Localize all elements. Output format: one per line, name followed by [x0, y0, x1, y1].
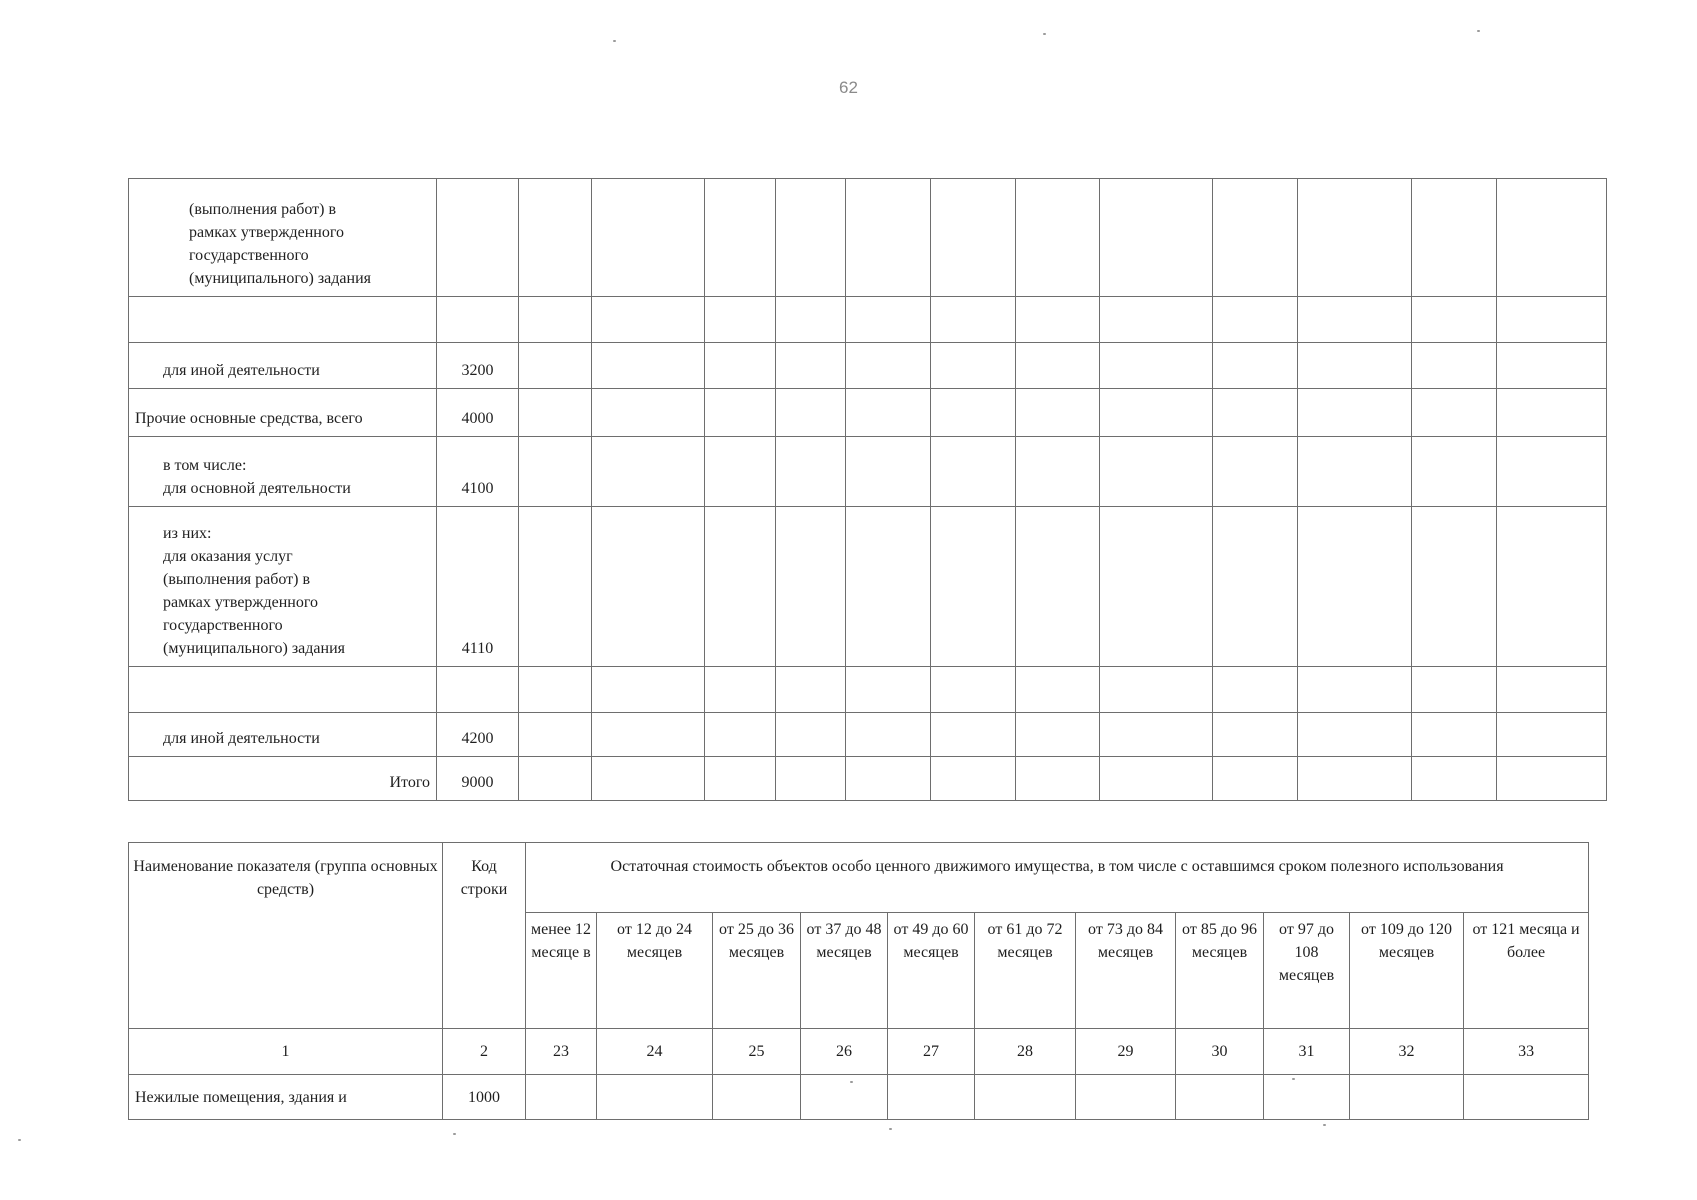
value-cell: [1298, 713, 1412, 757]
value-cell: [592, 667, 705, 713]
value-cell: [519, 667, 592, 713]
value-cell: [776, 757, 846, 801]
value-cell: [776, 343, 846, 389]
value-cell: [1213, 667, 1298, 713]
value-cell: [931, 343, 1016, 389]
column-header: от 73 до 84 месяцев: [1076, 913, 1176, 1029]
value-cell: [1412, 667, 1497, 713]
column-header: от 109 до 120 месяцев: [1350, 913, 1464, 1029]
value-cell: [519, 297, 592, 343]
table-row: [129, 179, 1607, 297]
value-cell: [846, 507, 931, 667]
value-cell: [1464, 1075, 1589, 1120]
value-cell: [1298, 507, 1412, 667]
value-cell: [1016, 343, 1100, 389]
row-label: [129, 343, 437, 389]
value-cell: [931, 713, 1016, 757]
value-cell: [1016, 507, 1100, 667]
column-header: от 12 до 24 месяцев: [597, 913, 713, 1029]
value-cell: [1412, 389, 1497, 437]
row-label: [129, 179, 437, 297]
row-label-line: Итого: [389, 774, 430, 791]
column-header: от 37 до 48 месяцев: [801, 913, 888, 1029]
header-indicator-name: Наименование показателя (группа основных средств): [129, 843, 443, 1029]
value-cell: [1497, 713, 1607, 757]
value-cell: [931, 297, 1016, 343]
value-cell: [1213, 507, 1298, 667]
row-label-line: для оказания услуг: [163, 548, 293, 565]
page-number: 62: [839, 78, 858, 97]
value-cell: [1298, 757, 1412, 801]
row-code: 4200: [437, 713, 519, 757]
column-number: 28: [975, 1029, 1076, 1075]
scan-speck: [18, 1139, 21, 1141]
row-label-line: Прочие основные средства, всего: [135, 410, 363, 427]
column-number: 33: [1464, 1029, 1589, 1075]
column-header: от 97 до 108 месяцев: [1264, 913, 1350, 1029]
column-number: 27: [888, 1029, 975, 1075]
value-cell: [1412, 179, 1497, 297]
table-row: [129, 757, 1607, 801]
value-cell: [1016, 713, 1100, 757]
scan-speck: [1043, 33, 1046, 35]
value-cell: [776, 437, 846, 507]
header-row-code: Код строки: [443, 843, 526, 1029]
row-code: [437, 297, 519, 343]
value-cell: [1497, 667, 1607, 713]
value-cell: [1213, 297, 1298, 343]
column-number: 30: [1176, 1029, 1264, 1075]
table-row: [129, 389, 1607, 437]
column-number: 24: [597, 1029, 713, 1075]
value-cell: [526, 1075, 597, 1120]
value-cell: [1213, 757, 1298, 801]
column-header: менее 12 месяце в: [526, 913, 597, 1029]
row-code: 4100: [437, 437, 519, 507]
value-cell: [776, 667, 846, 713]
table-row: [129, 713, 1607, 757]
row-label-line: (муниципального) задания: [189, 270, 371, 287]
residual-value-table: [128, 842, 1589, 1120]
row-label: [129, 667, 437, 713]
value-cell: [519, 179, 592, 297]
row-code: 4110: [437, 507, 519, 667]
value-cell: [846, 437, 931, 507]
value-cell: [776, 713, 846, 757]
row-label-line: для основной деятельности: [163, 480, 351, 497]
value-cell: [1412, 507, 1497, 667]
value-cell: [776, 297, 846, 343]
row-label-line: государственного: [163, 617, 283, 634]
value-cell: [1298, 389, 1412, 437]
row-label-line: государственного: [189, 247, 309, 264]
table-row: [129, 507, 1607, 667]
value-cell: [1497, 179, 1607, 297]
scan-speck: [1292, 1078, 1295, 1080]
row-label-line: в том числе:: [163, 457, 247, 474]
value-cell: [1298, 667, 1412, 713]
value-cell: [592, 389, 705, 437]
value-cell: [888, 1075, 975, 1120]
scan-speck: [850, 1081, 853, 1083]
value-cell: [1412, 437, 1497, 507]
value-cell: [1213, 713, 1298, 757]
value-cell: [931, 667, 1016, 713]
scan-speck: [1323, 1124, 1326, 1126]
value-cell: [776, 507, 846, 667]
row-label: [129, 437, 437, 507]
row-label-line: (выполнения работ) в: [163, 571, 311, 588]
column-header: от 85 до 96 месяцев: [1176, 913, 1264, 1029]
row-label-line: для иной деятельности: [163, 730, 320, 747]
value-cell: [1100, 713, 1213, 757]
value-cell: [931, 437, 1016, 507]
value-cell: [1497, 389, 1607, 437]
row-label: [129, 389, 437, 437]
column-number: 25: [713, 1029, 801, 1075]
row-label: [129, 713, 437, 757]
table-row: [129, 343, 1607, 389]
value-cell: [1100, 757, 1213, 801]
value-cell: [931, 389, 1016, 437]
value-cell: [1298, 297, 1412, 343]
value-cell: [519, 713, 592, 757]
value-cell: [846, 343, 931, 389]
header-residual-value: Остаточная стоимость объектов особо ценного движимого имущества, в том числе с оставшимся сроком полезного использования: [526, 843, 1589, 913]
table-continued: [128, 178, 1607, 801]
value-cell: [1213, 437, 1298, 507]
value-cell: [1298, 179, 1412, 297]
value-cell: [1497, 507, 1607, 667]
column-number: 31: [1264, 1029, 1350, 1075]
column-number: 2: [443, 1029, 526, 1075]
row-label: Нежилые помещения, здания и: [129, 1075, 443, 1120]
row-code: 1000: [443, 1075, 526, 1120]
column-number: 1: [129, 1029, 443, 1075]
value-cell: [597, 1075, 713, 1120]
value-cell: [931, 507, 1016, 667]
value-cell: [931, 757, 1016, 801]
row-label-line: (выполнения работ) в: [189, 201, 337, 218]
row-code: 4000: [437, 389, 519, 437]
value-cell: [1497, 757, 1607, 801]
value-cell: [1497, 343, 1607, 389]
row-code: [437, 667, 519, 713]
row-label-line: из них:: [163, 525, 212, 542]
value-cell: [1100, 179, 1213, 297]
value-cell: [1100, 297, 1213, 343]
value-cell: [519, 757, 592, 801]
value-cell: [1412, 343, 1497, 389]
scan-speck: [889, 1128, 892, 1130]
value-cell: [846, 757, 931, 801]
value-cell: [846, 297, 931, 343]
value-cell: [1016, 667, 1100, 713]
value-cell: [1100, 507, 1213, 667]
column-number: 26: [801, 1029, 888, 1075]
row-label: [129, 507, 437, 667]
value-cell: [519, 343, 592, 389]
value-cell: [1497, 437, 1607, 507]
value-cell: [1016, 437, 1100, 507]
scan-speck: [613, 40, 616, 42]
row-label-line: рамках утвержденного: [163, 594, 318, 611]
value-cell: [1176, 1075, 1264, 1120]
value-cell: [1076, 1075, 1176, 1120]
value-cell: [519, 389, 592, 437]
value-cell: [705, 297, 776, 343]
column-header: от 25 до 36 месяцев: [713, 913, 801, 1029]
row-label: [129, 297, 437, 343]
column-number: 29: [1076, 1029, 1176, 1075]
value-cell: [592, 713, 705, 757]
value-cell: [1350, 1075, 1464, 1120]
value-cell: [592, 757, 705, 801]
column-header: от 121 месяца и более: [1464, 913, 1589, 1029]
column-number: 32: [1350, 1029, 1464, 1075]
row-code: [437, 179, 519, 297]
scan-speck: [453, 1133, 456, 1135]
value-cell: [705, 713, 776, 757]
value-cell: [592, 437, 705, 507]
row-code: 3200: [437, 343, 519, 389]
value-cell: [519, 437, 592, 507]
value-cell: [705, 437, 776, 507]
value-cell: [846, 713, 931, 757]
value-cell: [1016, 297, 1100, 343]
value-cell: [705, 179, 776, 297]
table-row: [129, 667, 1607, 713]
value-cell: [1213, 389, 1298, 437]
row-code: 9000: [437, 757, 519, 801]
value-cell: [1016, 179, 1100, 297]
value-cell: [705, 343, 776, 389]
value-cell: [846, 179, 931, 297]
value-cell: [592, 507, 705, 667]
value-cell: [1016, 389, 1100, 437]
value-cell: [801, 1075, 888, 1120]
value-cell: [1298, 437, 1412, 507]
value-cell: [1016, 757, 1100, 801]
value-cell: [705, 667, 776, 713]
value-cell: [1298, 343, 1412, 389]
value-cell: [1100, 343, 1213, 389]
value-cell: [713, 1075, 801, 1120]
row-label-line: рамках утвержденного: [189, 224, 344, 241]
value-cell: [592, 179, 705, 297]
value-cell: [1412, 297, 1497, 343]
value-cell: [846, 667, 931, 713]
row-label-line: (муниципального) задания: [163, 640, 345, 657]
value-cell: [1213, 179, 1298, 297]
value-cell: [1264, 1075, 1350, 1120]
value-cell: [1100, 389, 1213, 437]
row-label-line: для иной деятельности: [163, 362, 320, 379]
value-cell: [776, 389, 846, 437]
value-cell: [1213, 343, 1298, 389]
value-cell: [592, 343, 705, 389]
table-row: [129, 297, 1607, 343]
value-cell: [975, 1075, 1076, 1120]
value-cell: [931, 179, 1016, 297]
value-cell: [1412, 713, 1497, 757]
value-cell: [705, 389, 776, 437]
value-cell: [846, 389, 931, 437]
value-cell: [1100, 437, 1213, 507]
value-cell: [1497, 297, 1607, 343]
row-label: [129, 757, 437, 801]
value-cell: [1412, 757, 1497, 801]
table-row: [129, 437, 1607, 507]
value-cell: [592, 297, 705, 343]
value-cell: [705, 507, 776, 667]
value-cell: [1100, 667, 1213, 713]
scan-speck: [1477, 30, 1480, 32]
column-number: 23: [526, 1029, 597, 1075]
value-cell: [705, 757, 776, 801]
column-header: от 49 до 60 месяцев: [888, 913, 975, 1029]
value-cell: [519, 507, 592, 667]
value-cell: [776, 179, 846, 297]
column-header: от 61 до 72 месяцев: [975, 913, 1076, 1029]
